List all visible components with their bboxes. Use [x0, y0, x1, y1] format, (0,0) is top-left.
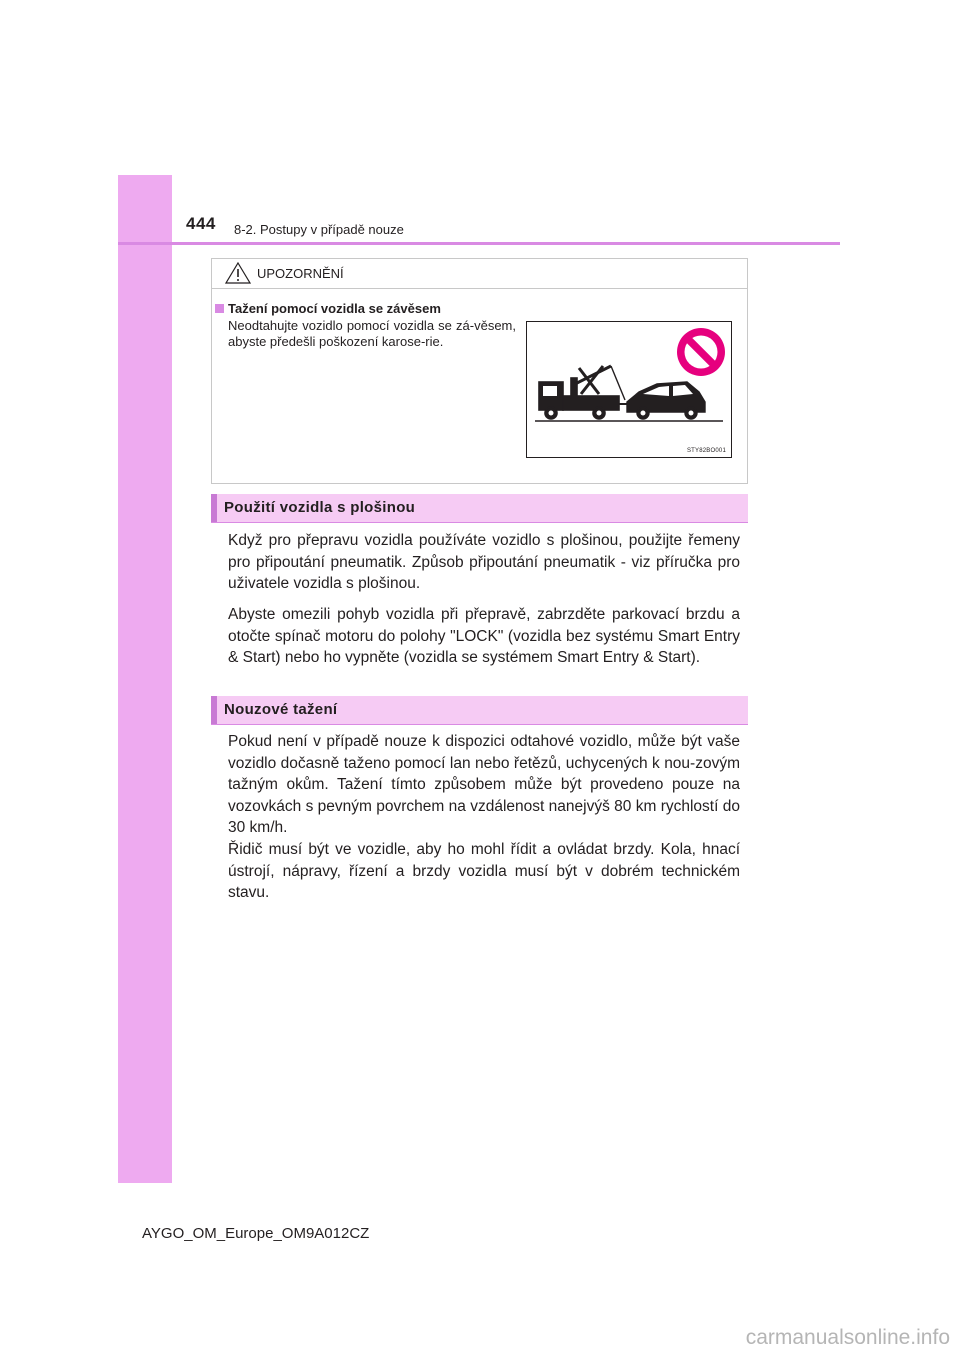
page-number: 444 [186, 214, 216, 233]
tow-truck-figure [526, 321, 732, 458]
chapter-sidebar-tab [118, 175, 172, 1183]
section-heading-emergency [211, 696, 748, 725]
figure-code: STY82BO001 [686, 448, 726, 454]
caution-heading [215, 301, 441, 316]
section-title: 8-2. Postupy v případě nouze [234, 222, 404, 237]
car-icon [627, 382, 705, 419]
caution-text: Neodtahujte vozidlo pomocí vozidla se zá-věsem, abyste předešli poškození karose-rie. [228, 318, 516, 349]
prohibited-icon [677, 328, 725, 376]
caution-heading-text: Tažení pomocí vozidla se závěsem [228, 301, 441, 316]
paragraph-emergency-towing [228, 731, 740, 904]
watermark: carmanualsonline.info [745, 1326, 950, 1349]
section-heading-text: Nouzové tažení [224, 701, 338, 718]
truck-icon [539, 366, 631, 419]
footer-doc-code: AYGO_OM_Europe_OM9A012CZ [142, 1225, 370, 1242]
paragraph-text: Řidič musí být ve vozidle, aby ho mohl řídit a ovládat brzdy. Kola, hnací ústrojí, nápravy, řízení a brzdy vozidla musí být v dobrém technickém stavu. [228, 840, 740, 902]
tow-truck-illustration [527, 322, 731, 457]
paragraph-flatbed-brake [228, 604, 740, 669]
heading-accent [211, 494, 217, 522]
header-divider [118, 242, 840, 245]
bullet-square-icon [215, 304, 224, 313]
warning-triangle-icon [225, 262, 251, 284]
section-heading-text: Použití vozidla s plošinou [224, 499, 416, 516]
heading-accent [211, 696, 217, 724]
warning-label: UPOZORNĚNÍ [257, 266, 344, 281]
paragraph-text: Abyste omezili pohyb vozidla při přepravě, zabrzděte parkovací brzdu a otočte spínač motoru do polohy "LOCK" (vozidla bez systému Smart Entry & Start) nebo ho vypněte (vozidla se systémem Smart Entry & Start). [228, 606, 740, 667]
paragraph-text: Když pro přepravu vozidla používáte vozidlo s plošinou, použijte řemeny pro připoutání pneumatik. Způsob připoutání pneumatik - viz příručka pro uživatele vozidla s plošinou. [228, 532, 740, 593]
paragraph-text: Pokud není v případě nouze k dispozici odtahové vozidlo, může být vaše vozidlo dočasně taženo pomocí lan nebo řetězů, uchycených k nou-zovým tažným okům. Tažení tímto způsobem může být provedeno pouze na vozovkách s pevným povrchem na vzdálenost nanejvýš 80 km rychlostí do 30 km/h. [228, 733, 740, 837]
warning-header [212, 259, 747, 289]
paragraph-flatbed-straps [228, 530, 740, 595]
section-heading-flatbed [211, 494, 748, 523]
